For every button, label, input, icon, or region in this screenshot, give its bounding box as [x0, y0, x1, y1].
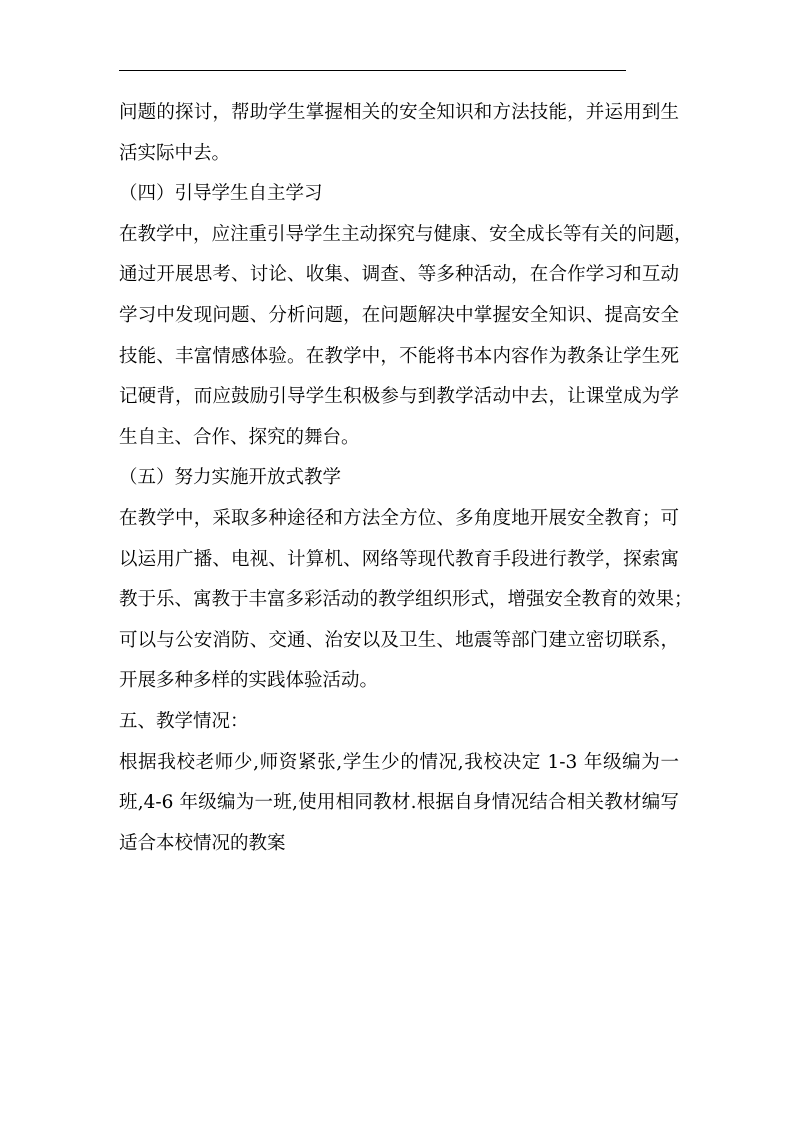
document-body: [119, 93, 693, 864]
section-heading-5: （五）努力实施开放式教学: [119, 467, 342, 489]
text-line: 通过开展思考、讨论、收集、调查、等多种活动，在合作学习和互动: [119, 264, 679, 286]
text-line: 可以与公安消防、交通、治安以及卫生、地震等部门建立密切联系，: [119, 629, 679, 651]
text-line: 问题的探讨，帮助学生掌握相关的安全知识和方法技能，并运用到生: [119, 102, 679, 123]
text-line: 生自主、合作、探究的舞台。: [119, 426, 360, 448]
text-line: 教于乐、寓教于丰富多彩活动的教学组织形式，增强安全教育的效果；: [119, 589, 693, 611]
text-line: 根据我校老师少,师资紧张,学生少的情况,我校决定 1-3 年级编为一: [119, 751, 679, 773]
text-line: 以运用广播、电视、计算机、网络等现代教育手段进行教学，探索寓: [119, 548, 679, 570]
text-line: 记硬背，而应鼓励引导学生积极参与到教学活动中去，让课堂成为学: [119, 386, 679, 408]
text-line: 技能、丰富情感体验。在教学中，不能将书本内容作为教条让学生死: [119, 345, 679, 367]
section-heading-4: （四）引导学生自主学习: [119, 183, 323, 205]
text-line: 活实际中去。: [119, 142, 231, 164]
text-line: 在教学中，应注重引导学生主动探究与健康、安全成长等有关的问题，: [119, 223, 693, 245]
text-line: 开展多种多样的实践体验活动。: [119, 670, 379, 692]
text-line: 学习中发现问题、分析问题，在问题解决中掌握安全知识、提高安全: [119, 304, 679, 326]
text-line: 班,4-6 年级编为一班,使用相同教材.根据自身情况结合相关教材编写: [119, 792, 679, 814]
text-line: 适合本校情况的教案: [119, 832, 286, 854]
text-line: 在教学中，采取多种途径和方法全方位、多角度地开展安全教育；可: [119, 507, 679, 529]
section-heading-teaching-situation: 五、教学情况：: [119, 710, 249, 732]
header-rule: [119, 70, 626, 71]
